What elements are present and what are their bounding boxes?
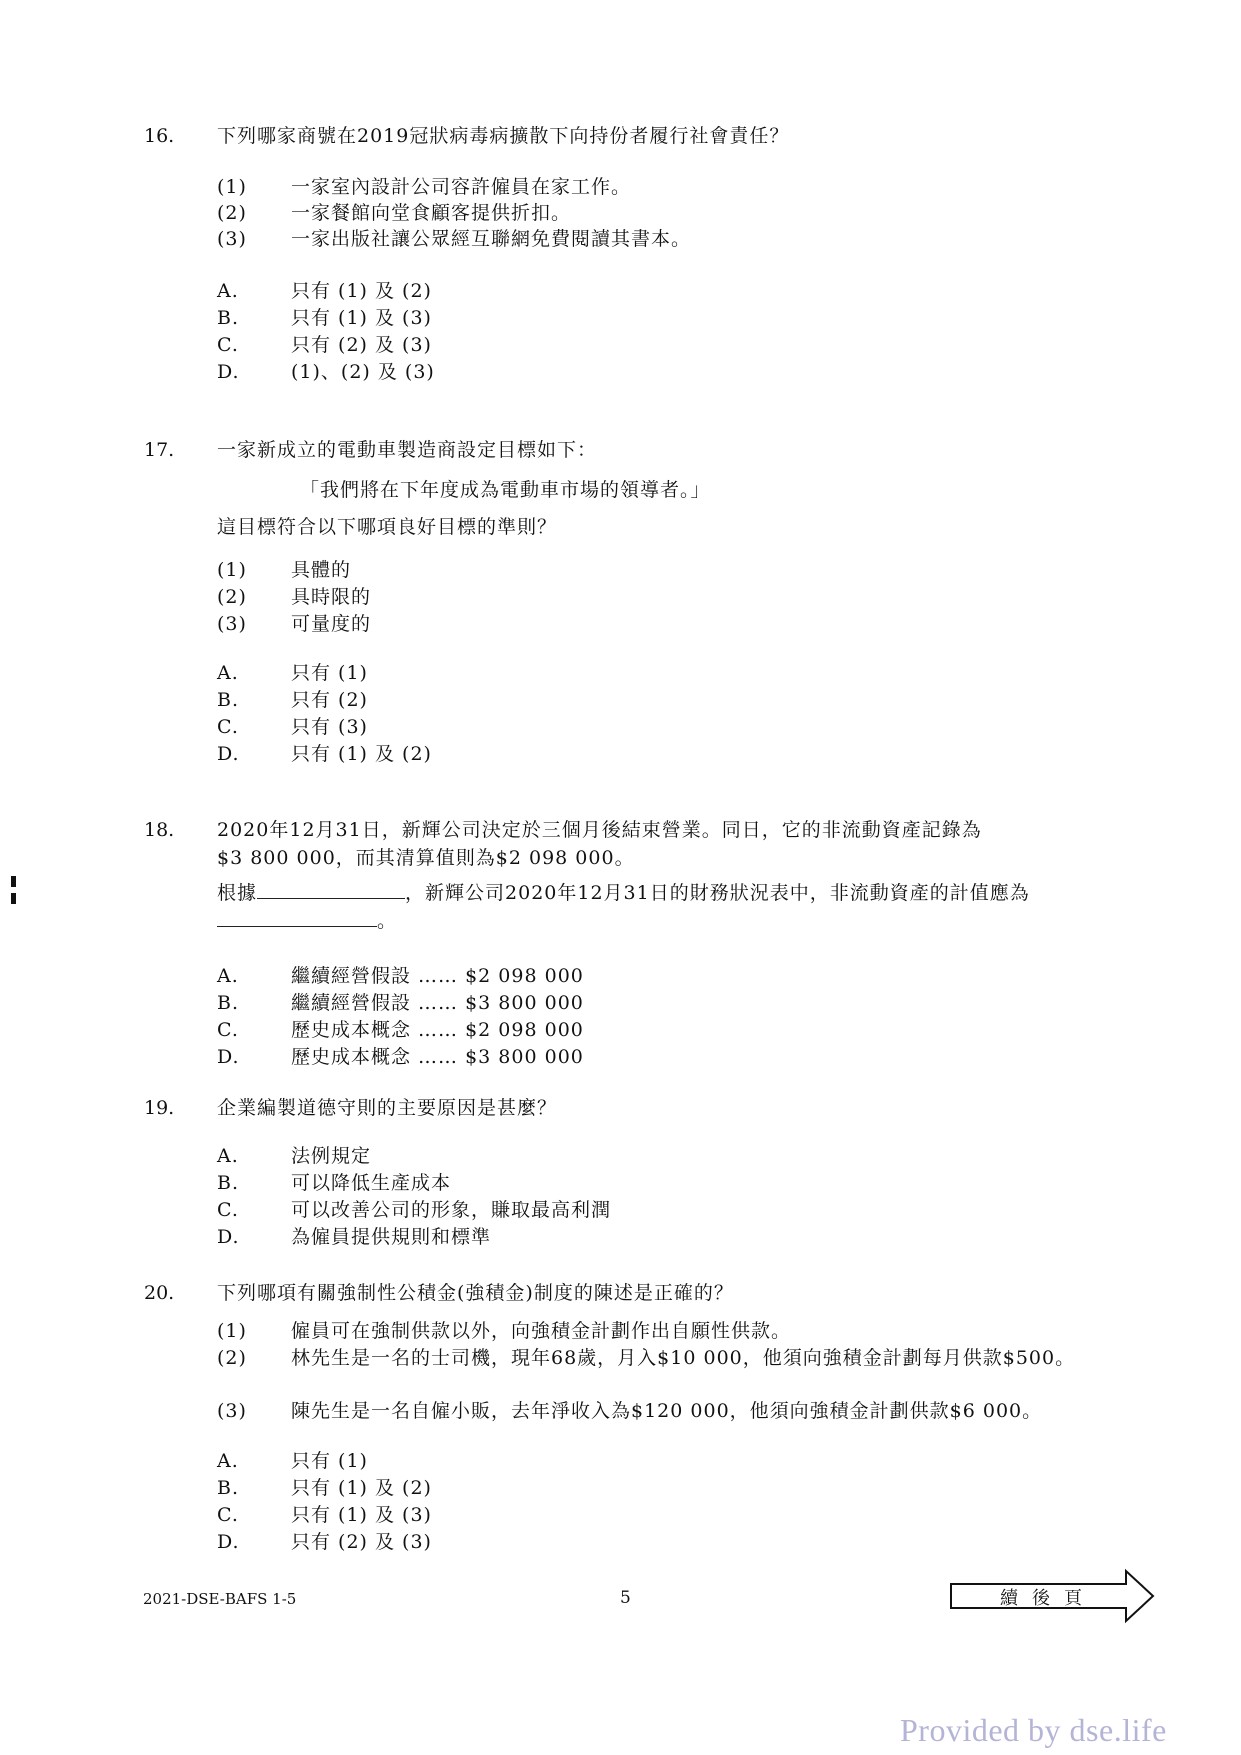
statement-text: 具時限的 — [291, 586, 372, 608]
question-stem: 下列哪家商號在2019冠狀病毒病擴散下向持份者履行社會責任？ — [217, 125, 790, 147]
statement-label: (3) — [217, 1400, 247, 1422]
statement-label: (2) — [217, 586, 247, 608]
question-stem — [217, 816, 1137, 872]
next-page-label: 續後頁 — [1000, 1588, 1096, 1609]
option-text: 可以改善公司的形象，賺取最高利潤 — [291, 1199, 612, 1221]
option-text: 只有 (1) 及 (2) — [291, 280, 432, 302]
statement-item — [217, 200, 571, 227]
question-number: 20. — [144, 1282, 175, 1304]
option-text: (1)、(2) 及 (3) — [291, 361, 435, 383]
answer-blank — [257, 880, 405, 899]
option-label: A. — [217, 280, 239, 302]
answer-option[interactable] — [217, 1044, 584, 1071]
option-label: C. — [217, 1019, 239, 1041]
option-text: 法例規定 — [291, 1145, 372, 1167]
statement-text: 可量度的 — [291, 613, 372, 635]
watermark: Provided by dse.life — [900, 1712, 1167, 1748]
sentence-prefix: 根據 — [217, 882, 258, 904]
question-number: 19. — [144, 1097, 175, 1119]
paper-code: 2021-DSE-BAFS 1-5 — [143, 1590, 297, 1608]
answer-option[interactable] — [217, 990, 584, 1017]
stem-line: $3 800 000，而其清算值則為$2 098 000。 — [217, 847, 635, 869]
option-label: B. — [217, 992, 240, 1014]
stem-line: 2020年12月31日，新輝公司決定於三個月後結束營業。同日，它的非流動資產記錄為 — [217, 819, 982, 841]
statement-item — [217, 1318, 791, 1345]
option-text: 只有 (1) 及 (3) — [291, 1504, 432, 1526]
fill-in-sentence — [217, 880, 1030, 907]
option-label: C. — [217, 1504, 239, 1526]
answer-option[interactable] — [217, 1224, 491, 1251]
statement-item — [217, 1345, 1137, 1372]
answer-option[interactable] — [217, 687, 368, 714]
answer-option[interactable] — [217, 714, 368, 741]
statement-item — [217, 174, 631, 201]
option-text: 只有 (1) — [291, 1450, 368, 1472]
option-text: 可以降低生產成本 — [291, 1172, 452, 1194]
option-label: D. — [217, 1046, 240, 1068]
page-number: 5 — [620, 1588, 631, 1608]
option-text: 歷史成本概念 …… $3 800 000 — [291, 1046, 584, 1068]
answer-option[interactable] — [217, 305, 432, 332]
option-label: C. — [217, 334, 239, 356]
option-label: A. — [217, 662, 239, 684]
statement-text: 具體的 — [291, 559, 352, 581]
statement-item — [217, 584, 371, 611]
answer-blank — [217, 908, 377, 927]
answer-option[interactable] — [217, 1475, 432, 1502]
option-label: D. — [217, 743, 240, 765]
statement-label: (2) — [217, 1347, 247, 1369]
statement-text: 一家餐館向堂食顧客提供折扣。 — [291, 202, 572, 224]
option-text: 只有 (1) — [291, 662, 368, 684]
option-text: 繼續經營假設 …… $2 098 000 — [291, 965, 584, 987]
answer-option[interactable] — [217, 1017, 584, 1044]
statement-item — [217, 611, 371, 638]
scan-margin-mark — [11, 893, 16, 904]
statement-item — [217, 226, 691, 253]
scan-margin-mark — [11, 876, 16, 887]
answer-option[interactable] — [217, 1143, 371, 1170]
option-label: B. — [217, 1172, 240, 1194]
question-stem: 一家新成立的電動車製造商設定目標如下： — [217, 439, 598, 461]
statement-text: 一家室內設計公司容許僱員在家工作。 — [291, 176, 632, 198]
sentence-end: 。 — [377, 910, 398, 932]
question-stem: 企業編製道德守則的主要原因是甚麼？ — [217, 1097, 558, 1119]
option-label: B. — [217, 689, 240, 711]
question-stem-continued — [217, 514, 557, 541]
option-text: 只有 (1) 及 (2) — [291, 1477, 432, 1499]
stem-text: 這目標符合以下哪項良好目標的準則？ — [217, 516, 558, 538]
option-label: D. — [217, 1226, 240, 1248]
statement-label: (3) — [217, 613, 247, 635]
answer-option[interactable] — [217, 278, 432, 305]
option-text: 為僱員提供規則和標準 — [291, 1226, 492, 1248]
statement-label: (2) — [217, 202, 247, 224]
statement-text: 林先生是一名的士司機，現年68歲，月入$10 000，他須向強積金計劃每月供款$500。 — [291, 1347, 1076, 1369]
question-quote: 「我們將在下年度成為電動車市場的領導者。」 — [300, 479, 711, 501]
question-number: 17. — [144, 439, 175, 461]
option-label: A. — [217, 1145, 239, 1167]
fill-in-sentence-end — [217, 908, 397, 935]
answer-option[interactable] — [217, 1529, 432, 1556]
answer-option[interactable] — [217, 1502, 432, 1529]
sentence-suffix: ，新輝公司2020年12月31日的財務狀況表中，非流動資產的計值應為 — [405, 882, 1030, 904]
option-label: C. — [217, 1199, 239, 1221]
statement-item — [217, 1398, 1042, 1425]
answer-option[interactable] — [217, 359, 435, 386]
statement-label: (1) — [217, 559, 247, 581]
question-number: 16. — [144, 125, 175, 147]
option-text: 歷史成本概念 …… $2 098 000 — [291, 1019, 584, 1041]
option-label: B. — [217, 307, 240, 329]
option-text: 只有 (1) 及 (3) — [291, 307, 432, 329]
statement-item — [217, 557, 351, 584]
answer-option[interactable] — [217, 963, 584, 990]
option-label: B. — [217, 1477, 240, 1499]
option-text: 繼續經營假設 …… $3 800 000 — [291, 992, 584, 1014]
statement-text: 陳先生是一名自僱小販，去年淨收入為$120 000，他須向強積金計劃供款$6 000。 — [291, 1400, 1043, 1422]
answer-option[interactable] — [217, 1170, 451, 1197]
question-stem: 下列哪項有關強制性公積金(強積金)制度的陳述是正確的？ — [217, 1282, 734, 1304]
option-text: 只有 (2) — [291, 689, 368, 711]
statement-label: (1) — [217, 1320, 247, 1342]
question-number: 18. — [144, 819, 175, 841]
statement-text: 一家出版社讓公眾經互聯網免費閱讀其書本。 — [291, 228, 692, 250]
answer-option[interactable] — [217, 1197, 611, 1224]
option-label: A. — [217, 965, 239, 987]
answer-option[interactable] — [217, 741, 432, 768]
statement-label: (1) — [217, 176, 247, 198]
statement-label: (3) — [217, 228, 247, 250]
option-text: 只有 (2) 及 (3) — [291, 334, 432, 356]
answer-option[interactable] — [217, 660, 368, 687]
statement-text: 僱員可在強制供款以外，向強積金計劃作出自願性供款。 — [291, 1320, 792, 1342]
option-text: 只有 (2) 及 (3) — [291, 1531, 432, 1553]
option-text: 只有 (3) — [291, 716, 368, 738]
option-label: D. — [217, 1531, 240, 1553]
option-label: D. — [217, 361, 240, 383]
option-label: A. — [217, 1450, 239, 1472]
option-text: 只有 (1) 及 (2) — [291, 743, 432, 765]
answer-option[interactable] — [217, 332, 432, 359]
answer-option[interactable] — [217, 1448, 368, 1475]
option-label: C. — [217, 716, 239, 738]
